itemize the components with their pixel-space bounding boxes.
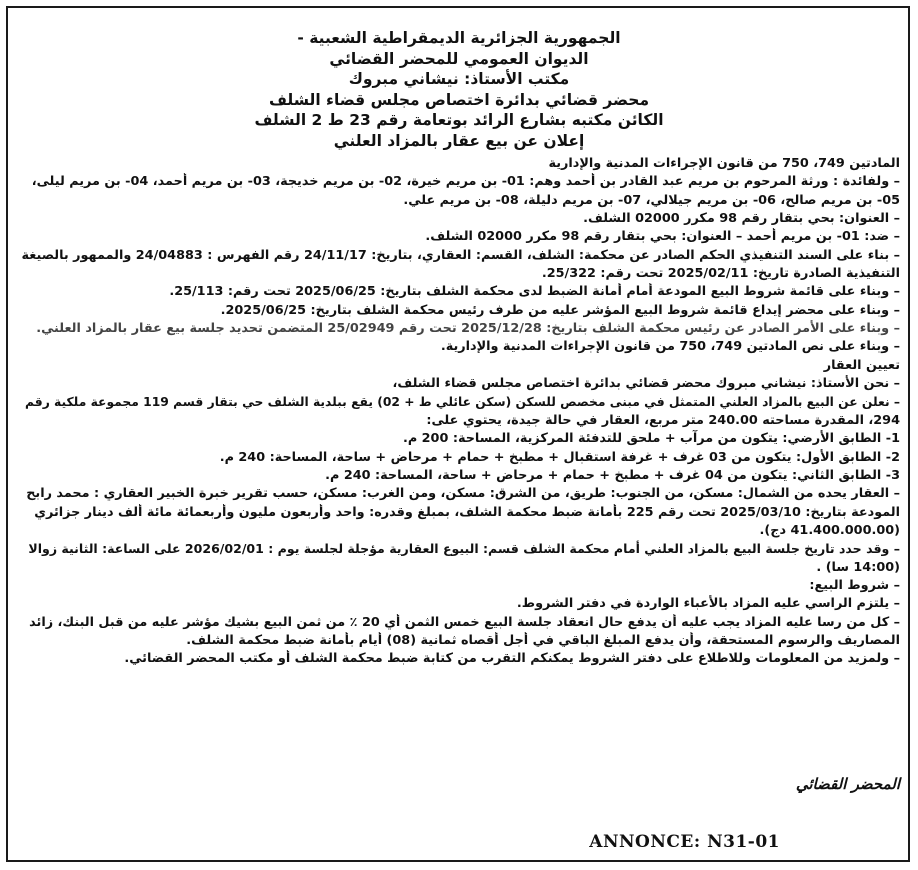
body-line: – العقار يحده من الشمال: مسكن، من الجنوب: طريق، من الشرق: مسكن، ومن الغرب: مسكن، حسب تقرير خبرة الخبير العقاري : محمد رابح	[26, 486, 900, 502]
body-line: – وبناء على قائمة شروط البيع المودعة أمام أمانة الضبط لدى محكمة الشلف بتاريخ: 2025/06/25 تحت رقم: 25/113.	[169, 284, 900, 300]
body-line: – نعلن عن البيع بالمزاد العلني المتمثل في مبنى مخصص للسكن (سكن عائلي ط + 02) يقع ببلدية الشلف حي بتقار قسم 119 مجموعة ملكية رقم	[25, 395, 900, 410]
body-line: – يلتزم الراسي عليه المزاد بالأعباء الواردة في دفتر الشروط.	[516, 596, 900, 612]
body-line: المادتين 749، 750 من قانون الإجراءات المدنية والإدارية	[548, 156, 900, 171]
body-line: – وبناء على نص المادتين 749، 750 من قانون الإجراءات المدنية والإدارية.	[440, 339, 900, 355]
body-line: (14:00 سا) .	[816, 559, 900, 575]
body-line: – كل من رسا عليه المزاد يجب عليه أن يدفع حال انعقاد جلسة البيع خمس الثمن أي 20 ٪ من ثمن البيع بشيك مؤشر عليه من قبل البنك، زائد	[29, 614, 900, 630]
body-line: – العنوان: بحي بتقار رقم 98 مكرر 02000 الشلف.	[583, 211, 900, 227]
body-line: المودعة بتاريخ: 2025/03/10 تحت رقم 225 بأمانة ضبط محكمة الشلف، بمبلغ وقدره: واحد وأربعون مليون وأربعمائة مائة ألف دينار جزائري	[34, 504, 900, 520]
body-line: (41.400.000.00 دج).	[759, 522, 900, 538]
body-line: – ولمزيد من المعلومات وللاطلاع على دفتر الشروط يمكنكم التقرب من كتابة ضبط محكمة الشلف أو مكتب المحضر القضائي.	[124, 651, 900, 667]
office-title: الديوان العمومي للمحضر القضائي	[329, 49, 589, 68]
body-line: 2- الطابق الأول: يتكون من 03 غرف + غرفة استقبال + مطبخ + حمام + مرحاض + ساحة، المساحة: 240 م.	[219, 449, 900, 465]
body-line: 294، المقدرة مساحته 240.00 متر مربع، العقار في حالة جيدة، يحتوي على:	[426, 412, 900, 428]
notice-body	[18, 155, 900, 669]
body-line: المصاريف والرسوم المستحقة، وأن يدفع المبلغ الباقي في أجل أقصاه ثمانية (08) أيام بأمانة ضبط محكمة الشلف.	[186, 632, 900, 648]
body-line: 3- الطابق الثاني: يتكون من 04 غرف + مطبخ + حمام + مرحاض + ساحة، المساحة: 240 م.	[325, 467, 900, 483]
body-line: – وبناء على الأمر الصادر عن رئيس محكمة الشلف بتاريخ: 2025/12/28 تحت رقم 25/02949 المتضمن تحديد جلسة بيع عقار بالمزاد العلني.	[36, 321, 900, 337]
body-line: – ولفائدة : ورثة المرحوم بن مريم عبد القادر بن أحمد وهم: 01- بن مريم خيرة، 02- بن مريم خديجة، 03- بن مريم أحمد، 04- بن مريم ليلى،	[31, 174, 900, 190]
body-line: – وبناء على محضر إيداع قائمة شروط البيع المؤشر عليه من طرف رئيس محكمة الشلف بتاريخ: 2025/06/25.	[220, 302, 900, 318]
body-line: – ضد: 01- بن مريم أحمد – العنوان: بحي بتقار رقم 98 مكرر 02000 الشلف.	[425, 229, 900, 245]
body-line: التنفيذية الصادرة تاريخ: 2025/02/11 تحت رقم: 25/322.	[541, 266, 900, 282]
body-line: 1- الطابق الأرضي: يتكون من مرآب + ملحق للتدفئة المركزية، المساحة: 200 م.	[402, 431, 900, 447]
bureau-title: مكتب الأستاذ: نيشاني مبروك	[348, 70, 570, 88]
body-line: – وقد حدد تاريخ جلسة البيع بالمزاد العلني أمام محكمة الشلف قسم: البيوع العقارية مؤجلة لجلسة يوم : 2026/02/01 على الساعة: الثانية زوالا	[28, 541, 900, 557]
notice-title: إعلان عن بيع عقار بالمزاد العلني	[333, 131, 585, 150]
annonce-number: ANNONCE: N31-01	[589, 832, 780, 852]
bailiff-signature: المحضر القضائي	[795, 775, 900, 793]
notice-header	[0, 28, 918, 151]
body-line: – بناء على السند التنفيذي الحكم الصادر عن محكمة: الشلف، القسم: العقاري، بتاريخ: 24/11/17 رقم الفهرس : 24/04883 والممهور بالصيغة	[21, 247, 900, 263]
republic-title: الجمهورية الجزائرية الديمقراطية الشعبية -	[297, 29, 621, 47]
bailiff-title: محضر قضائي بدائرة اختصاص مجلس قضاء الشلف	[268, 90, 650, 109]
section-heading: تعيين العقار	[823, 357, 900, 373]
body-line: – شروط البيع:	[809, 577, 900, 593]
body-line: 05- بن مريم صالح، 06- بن مريم جيلالي، 07- بن مريم دليلة، 08- بن مريم علي.	[403, 192, 900, 208]
address-line: الكائن مكتبه بشارع الرائد بوتعامة رقم 23 ط 2 الشلف	[254, 111, 664, 129]
body-line: – نحن الأستاذ: نيشاني مبروك محضر قضائي بدائرة اختصاص مجلس قضاء الشلف،	[392, 376, 900, 392]
